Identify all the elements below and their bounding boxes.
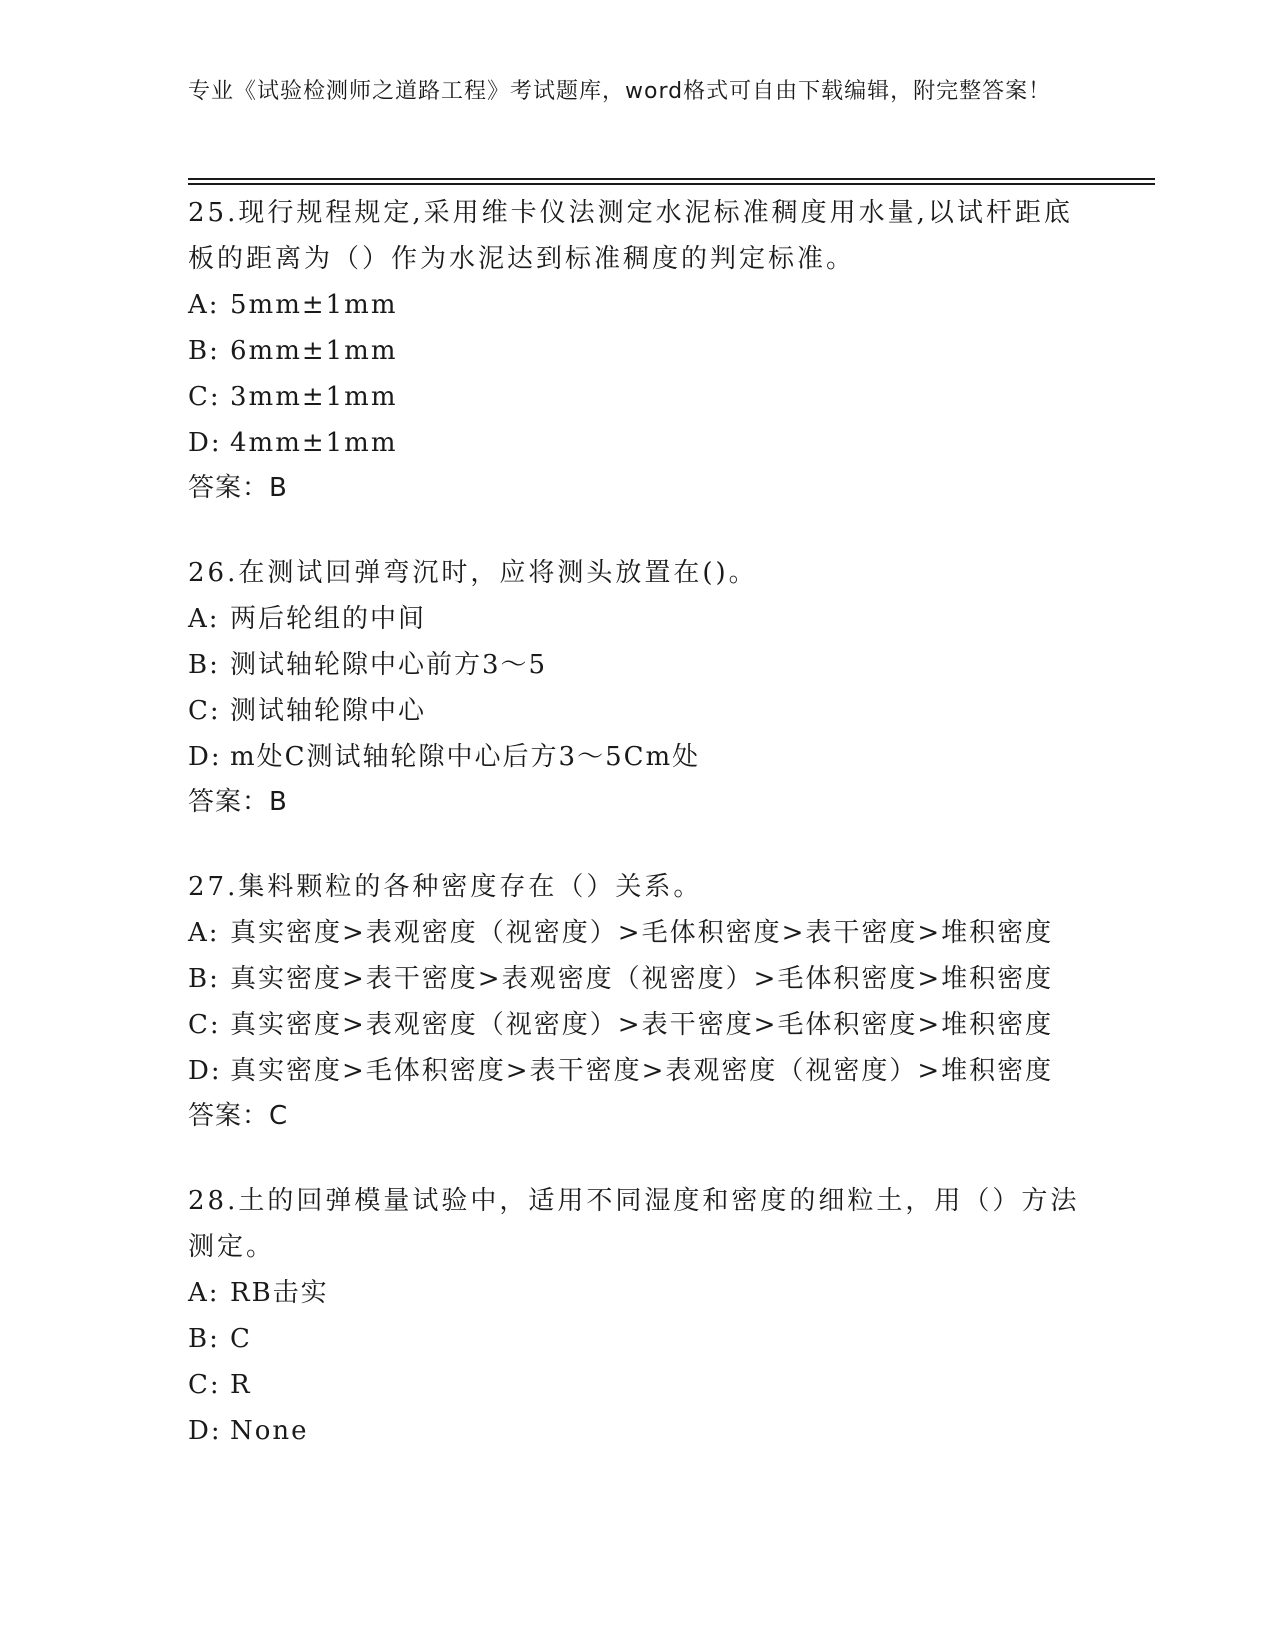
option-key: B: — [188, 1324, 220, 1354]
option-a — [188, 282, 1088, 328]
option-a — [188, 910, 1088, 956]
option-text: C — [230, 1324, 252, 1354]
header-divider-bottom — [188, 183, 1155, 185]
option-text: RB击实 — [230, 1278, 329, 1308]
option-text: 3mm±1mm — [230, 382, 398, 412]
option-key: D: — [188, 1416, 222, 1446]
option-text: None — [230, 1416, 309, 1446]
question-25 — [188, 190, 1088, 510]
option-key: A: — [188, 604, 220, 634]
option-d — [188, 420, 1088, 466]
question-list — [188, 190, 1088, 1494]
option-text: m处C测试轴轮隙中心后方3～5Cm处 — [230, 742, 701, 772]
document-header: 专业《试验检测师之道路工程》考试题库，word格式可自由下载编辑，附完整答案！ — [188, 79, 1052, 104]
option-text: R — [230, 1370, 252, 1400]
option-key: C: — [188, 1010, 221, 1040]
option-d — [188, 734, 1088, 780]
option-c — [188, 1002, 1088, 1048]
option-c — [188, 374, 1088, 420]
option-a — [188, 1270, 1088, 1316]
question-27 — [188, 864, 1088, 1138]
question-26 — [188, 550, 1088, 824]
option-key: C: — [188, 382, 221, 412]
option-key: B: — [188, 650, 220, 680]
option-c — [188, 1362, 1088, 1408]
option-text: 6mm±1mm — [230, 336, 398, 366]
option-text: 真实密度>毛体积密度>表干密度>表观密度（视密度）>堆积密度 — [230, 1056, 1054, 1086]
option-key: D: — [188, 1056, 222, 1086]
option-text: 4mm±1mm — [230, 428, 398, 458]
option-key: D: — [188, 428, 222, 458]
option-c — [188, 688, 1088, 734]
option-b — [188, 642, 1088, 688]
option-text: 真实密度>表观密度（视密度）>毛体积密度>表干密度>堆积密度 — [230, 918, 1054, 948]
option-key: D: — [188, 742, 222, 772]
option-d — [188, 1048, 1088, 1094]
option-key: A: — [188, 1278, 220, 1308]
option-b — [188, 956, 1088, 1002]
option-b — [188, 1316, 1088, 1362]
option-text: 真实密度>表观密度（视密度）>表干密度>毛体积密度>堆积密度 — [230, 1010, 1054, 1040]
option-text: 测试轴轮隙中心前方3～5 — [230, 650, 548, 680]
answer-label: 答案：B — [188, 473, 288, 503]
option-d — [188, 1408, 1088, 1454]
question-text: 28.土的回弹模量试验中，适用不同湿度和密度的细粒土，用（）方法测定。 — [188, 1186, 1080, 1262]
option-text: 真实密度>表干密度>表观密度（视密度）>毛体积密度>堆积密度 — [230, 964, 1054, 994]
option-key: B: — [188, 964, 220, 994]
option-text: 两后轮组的中间 — [230, 604, 427, 634]
option-key: C: — [188, 696, 221, 726]
header-divider-top — [188, 178, 1155, 180]
option-key: C: — [188, 1370, 221, 1400]
option-key: B: — [188, 336, 220, 366]
question-text: 25.现行规程规定,采用维卡仪法测定水泥标准稠度用水量,以试杆距底板的距离为（）作为水泥达到标准稠度的判定标准。 — [188, 198, 1073, 274]
option-key: A: — [188, 290, 220, 320]
question-text: 27.集料颗粒的各种密度存在（）关系。 — [188, 872, 703, 902]
answer-label: 答案：B — [188, 787, 288, 817]
option-text: 5mm±1mm — [230, 290, 398, 320]
option-key: A: — [188, 918, 220, 948]
answer-label: 答案：C — [188, 1101, 289, 1131]
option-a — [188, 596, 1088, 642]
question-text: 26.在测试回弹弯沉时，应将测头放置在()。 — [188, 558, 758, 588]
option-text: 测试轴轮隙中心 — [230, 696, 427, 726]
question-28 — [188, 1178, 1088, 1454]
option-b — [188, 328, 1088, 374]
